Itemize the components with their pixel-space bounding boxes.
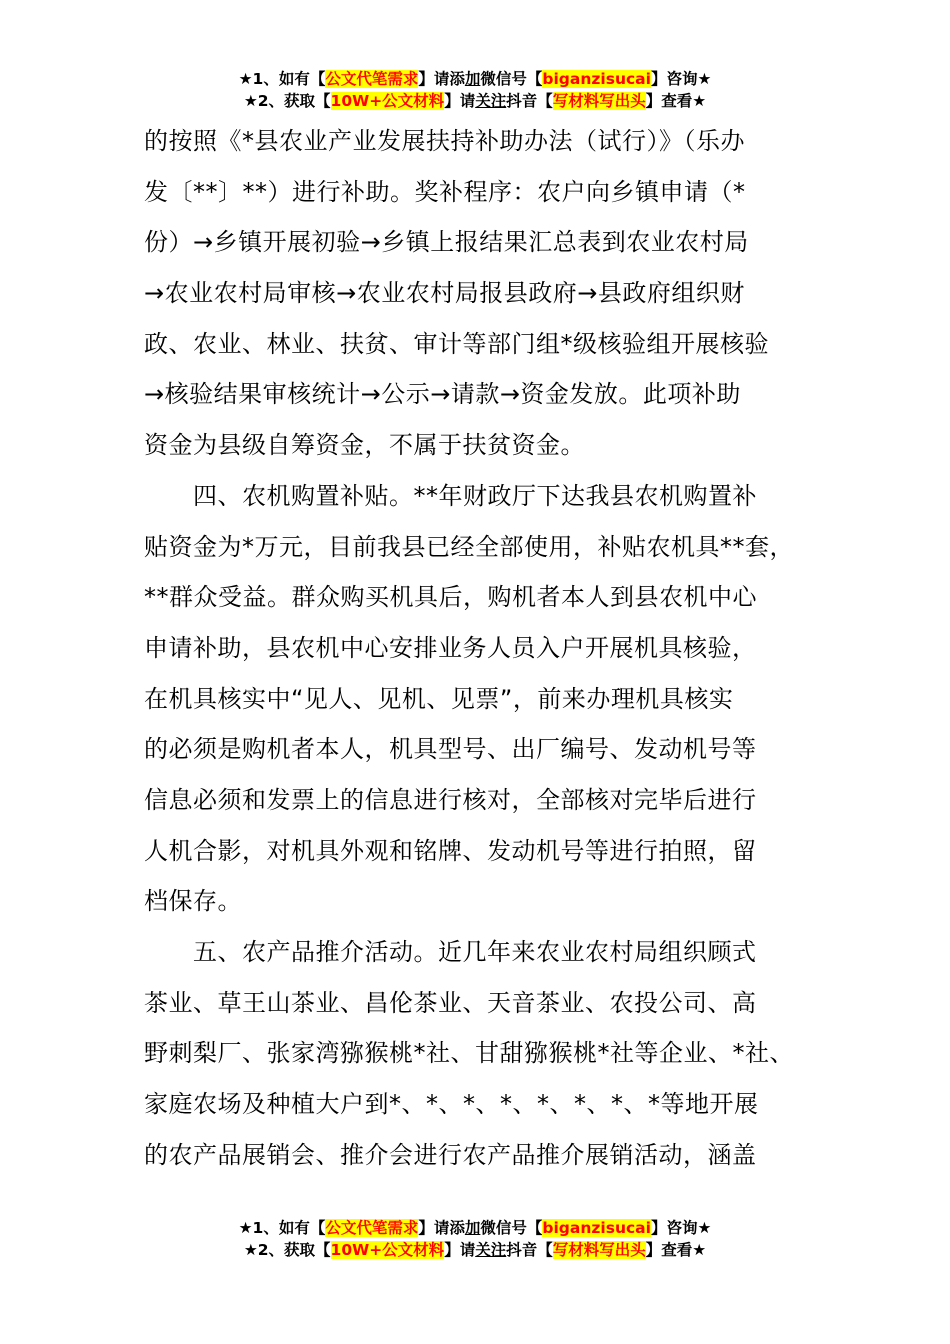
body-line: 信息必须和发票上的信息进行核对，全部核对完毕后进行: [144, 785, 757, 814]
service-highlight: 公文代笔需求: [325, 70, 419, 88]
body-line: 份）→乡镇开展初验→乡镇上报结果汇总表到农业农村局: [144, 228, 749, 257]
paragraph-heading-4: 四、农机购置补贴。**年财政厅下达我县农机购置补: [144, 481, 757, 510]
banner-text: 微信号【: [480, 1219, 543, 1237]
body-line: 茶业、草王山茶业、昌伦茶业、天音茶业、农投公司、高: [144, 988, 757, 1017]
body-line: 政、农业、林业、扶贫、审计等部门组*级核验组开展核验: [144, 329, 769, 358]
body-line: 的必须是购机者本人，机具型号、出厂编号、发动机号等: [144, 735, 757, 764]
banner-text: ★1、如有【: [238, 1219, 326, 1237]
douyin-highlight: 写材料写出头: [552, 92, 646, 110]
banner-text: 】咨询★: [650, 1219, 712, 1237]
header-banner: [0, 68, 950, 112]
banner-line-2: [0, 1239, 950, 1261]
banner-text: 】请添: [418, 70, 465, 88]
banner-text: 】查看★: [645, 92, 707, 110]
paragraph-heading-5: 五、农产品推介活动。近几年来农业农村局组织顾式: [144, 938, 757, 966]
banner-text: 抖音【: [506, 1241, 553, 1259]
body-line: 申请补助，县农机中心安排业务人员入户开展机具核验，: [144, 633, 757, 662]
body-line: 资金为县级自筹资金，不属于扶贫资金。: [144, 431, 585, 460]
body-line: 的按照《*县农业产业发展扶持补助办法（试行）》（乐办: [144, 127, 745, 155]
body-line: 档保存。: [144, 887, 242, 916]
materials-highlight: 10W+公文材料: [330, 92, 445, 110]
banner-text: ★2、获取【: [243, 92, 331, 110]
banner-text: ★1、如有【: [238, 70, 326, 88]
body-line: 人机合影，对机具外观和铭牌、发动机号等进行拍照，留: [144, 836, 757, 865]
body-line: 野刺梨厂、张家湾猕猴桃*社、甘甜猕猴桃*社等企业、*社、: [144, 1039, 794, 1068]
banner-emphasis: 关注: [475, 1241, 507, 1259]
banner-emphasis: 加: [464, 70, 481, 88]
douyin-highlight: 写材料写出头: [552, 1241, 646, 1259]
wechat-id-highlight: biganzisucai: [542, 1219, 651, 1237]
body-line: →农业农村局审核→农业农村局报县政府→县政府组织财: [144, 279, 745, 308]
banner-text: 抖音【: [506, 92, 553, 110]
banner-text: ★2、获取【: [243, 1241, 331, 1259]
wechat-id-highlight: biganzisucai: [542, 70, 651, 88]
body-line: →核验结果审核统计→公示→请款→资金发放。此项补助: [144, 380, 741, 409]
banner-text: 】咨询★: [650, 70, 712, 88]
banner-line-1: [0, 1217, 950, 1239]
body-line: 在机具核实中“见人、见机、见票”，前来办理机具核实: [144, 684, 734, 713]
body-line: **群众受益。群众购买机具后，购机者本人到县农机中心: [144, 583, 757, 612]
body-line: 家庭农场及种植大户到*、*、*、*、*、*、*、*等地开展: [144, 1090, 759, 1119]
body-line: 贴资金为*万元，目前我县已经全部使用，补贴农机具**套，: [144, 532, 794, 561]
banner-line-1: [0, 68, 950, 90]
body-line: 的农产品展销会、推介会进行农产品推介展销活动，涵盖: [144, 1140, 757, 1169]
banner-text: 】请添: [418, 1219, 465, 1237]
banner-emphasis: 加: [464, 1219, 481, 1237]
banner-text: 】请: [444, 92, 476, 110]
body-line: 发〔**〕**）进行补助。奖补程序：农户向乡镇申请（*: [144, 177, 746, 206]
footer-banner: [0, 1217, 950, 1261]
service-highlight: 公文代笔需求: [325, 1219, 419, 1237]
banner-text: 微信号【: [480, 70, 543, 88]
materials-highlight: 10W+公文材料: [330, 1241, 445, 1259]
banner-emphasis: 关注: [475, 92, 507, 110]
banner-text: 】请: [444, 1241, 476, 1259]
document-body: [144, 116, 824, 1180]
banner-line-2: [0, 90, 950, 112]
banner-text: 】查看★: [645, 1241, 707, 1259]
